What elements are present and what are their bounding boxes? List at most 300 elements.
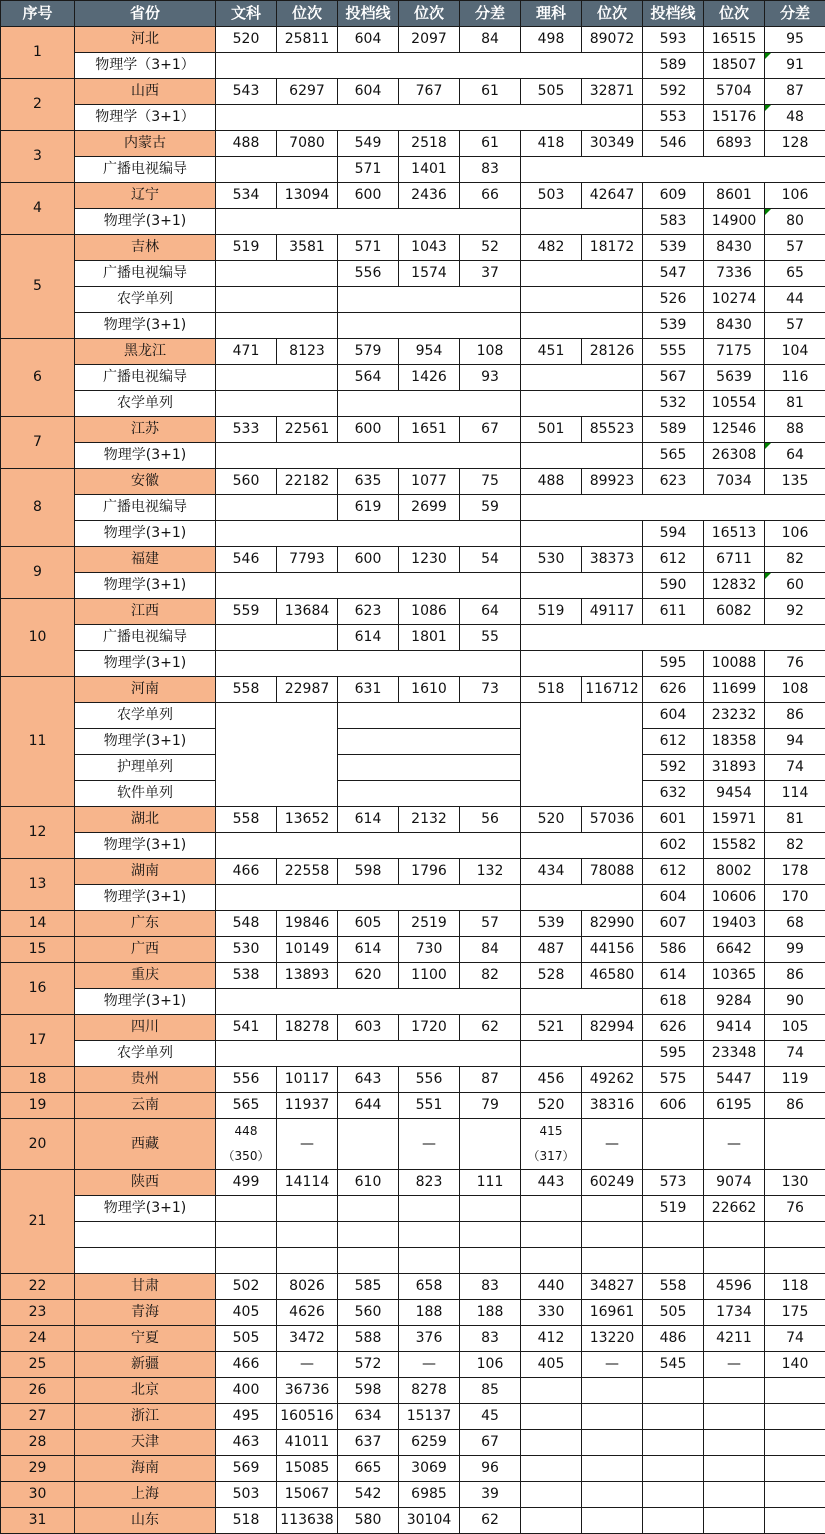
- empty-cell: [216, 651, 521, 677]
- score-cell: 605: [338, 911, 399, 937]
- score-cell: 556: [216, 1067, 277, 1093]
- score-cell: 6259: [399, 1430, 460, 1456]
- score-cell: 5704: [704, 79, 765, 105]
- score-cell: 637: [338, 1430, 399, 1456]
- score-cell: 114: [765, 781, 825, 807]
- score-cell: —: [704, 1119, 765, 1170]
- empty-cell: [338, 1222, 399, 1248]
- province-name: 河南: [75, 677, 216, 703]
- row-index: 3: [1, 131, 75, 183]
- row-index: 16: [1, 963, 75, 1015]
- row-index: 1: [1, 27, 75, 79]
- score-cell: 505: [521, 79, 582, 105]
- score-cell: 56: [460, 807, 521, 833]
- score-cell: 178: [765, 859, 825, 885]
- score-cell: 30104: [399, 1508, 460, 1534]
- score-cell: 6893: [704, 131, 765, 157]
- score-cell: 595: [643, 1041, 704, 1067]
- sub-row: [1, 625, 825, 651]
- score-cell: 52: [460, 235, 521, 261]
- sub-major: 农学单列: [75, 391, 216, 417]
- score-cell: 631: [338, 677, 399, 703]
- score-cell: [582, 1404, 643, 1430]
- score-cell: 8123: [277, 339, 338, 365]
- score-cell: 82: [765, 547, 825, 573]
- score-cell: 1043: [399, 235, 460, 261]
- score-cell: [521, 1119, 582, 1170]
- score-cell: 2518: [399, 131, 460, 157]
- score-cell: 75: [460, 469, 521, 495]
- score-cell: 583: [643, 209, 704, 235]
- column-header: 投档线: [643, 1, 704, 27]
- score-cell: [765, 1482, 825, 1508]
- score-cell: 140: [765, 1352, 825, 1378]
- score-cell: 22987: [277, 677, 338, 703]
- empty-cell: [216, 157, 338, 183]
- score-cell: —: [277, 1119, 338, 1170]
- score-cell: 534: [216, 183, 277, 209]
- sub-major: 物理学(3+1): [75, 729, 216, 755]
- score-cell: 520: [521, 1093, 582, 1119]
- score-cell: —: [582, 1352, 643, 1378]
- score-cell: 471: [216, 339, 277, 365]
- score-cell: 9284: [704, 989, 765, 1015]
- score-cell: 64: [765, 443, 825, 469]
- score-cell: 10088: [704, 651, 765, 677]
- score-cell: 619: [338, 495, 399, 521]
- score-cell: 1720: [399, 1015, 460, 1041]
- score-cell: [521, 1482, 582, 1508]
- score-cell: 643: [338, 1067, 399, 1093]
- score-cell: 632: [643, 781, 704, 807]
- score-cell: 560: [338, 1300, 399, 1326]
- score-cell: 92: [765, 599, 825, 625]
- score-cell: [643, 1378, 704, 1404]
- sub-row: [1, 781, 825, 807]
- score-cell: 18507: [704, 53, 765, 79]
- score-cell: 66: [460, 183, 521, 209]
- score-cell: 556: [399, 1067, 460, 1093]
- score-cell: [582, 1482, 643, 1508]
- province-row: [1, 911, 825, 937]
- score-cell: 658: [399, 1274, 460, 1300]
- score-cell: 89072: [582, 27, 643, 53]
- score-cell: 86: [765, 1093, 825, 1119]
- score-cell: 555: [643, 339, 704, 365]
- score-cell: 10365: [704, 963, 765, 989]
- score-cell: 609: [643, 183, 704, 209]
- empty-cell: [216, 261, 338, 287]
- score-cell: 612: [643, 859, 704, 885]
- column-header: 位次: [399, 1, 460, 27]
- sub-major: 农学单列: [75, 287, 216, 313]
- province-name: 广东: [75, 911, 216, 937]
- score-cell: [765, 1430, 825, 1456]
- province-row: [1, 599, 825, 625]
- score-cell: 95: [765, 27, 825, 53]
- sub-major: 农学单列: [75, 703, 216, 729]
- score-cell: 81: [765, 807, 825, 833]
- score-cell: 90: [765, 989, 825, 1015]
- score-cell: [765, 1119, 825, 1170]
- score-cell: 8430: [704, 313, 765, 339]
- score-cell: 614: [338, 937, 399, 963]
- score-cell: 626: [643, 1015, 704, 1041]
- score-cell: 99: [765, 937, 825, 963]
- score-cell: 37: [460, 261, 521, 287]
- score-cell: 495: [216, 1404, 277, 1430]
- empty-cell: [521, 495, 825, 521]
- score-cell: 8002: [704, 859, 765, 885]
- score-cell: 539: [521, 911, 582, 937]
- score-cell: 644: [338, 1093, 399, 1119]
- score-cell: 22662: [704, 1196, 765, 1222]
- province-name: 湖北: [75, 807, 216, 833]
- empty-cell: [643, 1248, 704, 1274]
- sub-row: [1, 651, 825, 677]
- score-cell: 13684: [277, 599, 338, 625]
- row-index: 9: [1, 547, 75, 599]
- score-cell: 595: [643, 651, 704, 677]
- empty-cell: [399, 1248, 460, 1274]
- empty-cell: [521, 833, 643, 859]
- score-cell: [643, 1404, 704, 1430]
- column-header: 位次: [277, 1, 338, 27]
- province-row: [1, 937, 825, 963]
- score-cell: [765, 1456, 825, 1482]
- score-cell: 49117: [582, 599, 643, 625]
- sub-row: [1, 443, 825, 469]
- province-row: [1, 27, 825, 53]
- sub-major: 物理学(3+1): [75, 989, 216, 1015]
- score-cell: 571: [338, 235, 399, 261]
- score-cell: 604: [338, 27, 399, 53]
- score-cell: 79: [460, 1093, 521, 1119]
- province-row: [1, 417, 825, 443]
- row-index: 14: [1, 911, 75, 937]
- score-cell: 623: [338, 599, 399, 625]
- score-cell: 60249: [582, 1170, 643, 1196]
- score-cell: 135: [765, 469, 825, 495]
- score-cell: 558: [216, 807, 277, 833]
- empty-cell: [521, 1222, 582, 1248]
- empty-cell: [521, 521, 643, 547]
- score-cell: 546: [216, 547, 277, 573]
- province-row: [1, 183, 825, 209]
- score-cell: 9074: [704, 1170, 765, 1196]
- score-cell: 10117: [277, 1067, 338, 1093]
- score-cell: 44: [765, 287, 825, 313]
- score-cell: 105: [765, 1015, 825, 1041]
- sub-major: 护理单列: [75, 755, 216, 781]
- score-cell: 73: [460, 677, 521, 703]
- empty-cell: [216, 287, 338, 313]
- score-cell: 6297: [277, 79, 338, 105]
- score-cell: 38373: [582, 547, 643, 573]
- province-name: 黑龙江: [75, 339, 216, 365]
- column-header: 省份: [75, 1, 216, 27]
- province-row: [1, 1482, 825, 1508]
- score-cell: 18358: [704, 729, 765, 755]
- score-cell: 443: [521, 1170, 582, 1196]
- score-cell: 12832: [704, 573, 765, 599]
- empty-cell: [216, 833, 521, 859]
- province-row: [1, 547, 825, 573]
- score-cell: 600: [338, 547, 399, 573]
- score-cell: 49262: [582, 1067, 643, 1093]
- province-name: 广西: [75, 937, 216, 963]
- score-cell: 2097: [399, 27, 460, 53]
- province-row: [1, 1378, 825, 1404]
- score-cell: 606: [643, 1093, 704, 1119]
- score-cell: 108: [765, 677, 825, 703]
- empty-cell: [460, 1196, 521, 1222]
- score-cell: [704, 1482, 765, 1508]
- sub-major: 广播电视编导: [75, 365, 216, 391]
- score-cell: 567: [643, 365, 704, 391]
- row-index: 17: [1, 1015, 75, 1067]
- score-cell: 530: [521, 547, 582, 573]
- score-cell: 83: [460, 1326, 521, 1352]
- score-cell: 614: [338, 625, 399, 651]
- score-cell: 589: [643, 53, 704, 79]
- score-cell: 6195: [704, 1093, 765, 1119]
- empty-cell: [216, 391, 338, 417]
- sub-row: [1, 365, 825, 391]
- column-header: 分差: [460, 1, 521, 27]
- score-cell: 22182: [277, 469, 338, 495]
- sub-row: [1, 703, 825, 729]
- province-name: 浙江: [75, 1404, 216, 1430]
- score-cell: 598: [338, 1378, 399, 1404]
- empty-cell: [521, 261, 643, 287]
- score-cell: —: [277, 1352, 338, 1378]
- score-cell: 6985: [399, 1482, 460, 1508]
- row-index: 28: [1, 1430, 75, 1456]
- score-cell: 601: [643, 807, 704, 833]
- score-cell: 7080: [277, 131, 338, 157]
- score-cell: 541: [216, 1015, 277, 1041]
- score-cell: 612: [643, 547, 704, 573]
- empty-cell: [521, 625, 825, 651]
- sub-major: 广播电视编导: [75, 625, 216, 651]
- score-cell: [643, 1482, 704, 1508]
- score-cell: 598: [338, 859, 399, 885]
- empty-cell: [216, 885, 521, 911]
- score-cell: 456: [521, 1067, 582, 1093]
- score-cell: 418: [521, 131, 582, 157]
- score-cell: 62: [460, 1508, 521, 1534]
- empty-cell: [277, 1196, 338, 1222]
- score-cell: 15971: [704, 807, 765, 833]
- row-index: 31: [1, 1508, 75, 1534]
- sub-row: [1, 287, 825, 313]
- score-cell: 61: [460, 79, 521, 105]
- column-header: 文科: [216, 1, 277, 27]
- score-cell: 113638: [277, 1508, 338, 1534]
- score-cell: 83: [460, 1274, 521, 1300]
- score-cell: 28126: [582, 339, 643, 365]
- score-cell: 1651: [399, 417, 460, 443]
- score-cell: 569: [216, 1456, 277, 1482]
- score-cell: 558: [643, 1274, 704, 1300]
- score-cell: [521, 1378, 582, 1404]
- score-cell: 501: [521, 417, 582, 443]
- score-cell: 10606: [704, 885, 765, 911]
- score-cell: 22558: [277, 859, 338, 885]
- score-cell: 74: [765, 1041, 825, 1067]
- empty-cell: [338, 755, 521, 781]
- score-cell: 519: [643, 1196, 704, 1222]
- row-index: 18: [1, 1067, 75, 1093]
- score-cell: 549: [338, 131, 399, 157]
- sub-major: 物理学(3+1): [75, 1196, 216, 1222]
- score-cell: [704, 1508, 765, 1534]
- score-cell: 5639: [704, 365, 765, 391]
- empty-cell: [521, 703, 643, 807]
- sub-major: 广播电视编导: [75, 261, 216, 287]
- empty-cell: [216, 989, 521, 1015]
- score-cell: 3069: [399, 1456, 460, 1482]
- score-cell: 118: [765, 1274, 825, 1300]
- empty-cell: [521, 989, 643, 1015]
- score-cell: 14900: [704, 209, 765, 235]
- sub-row: [1, 53, 825, 79]
- province-name: 西藏: [75, 1119, 216, 1170]
- score-cell: 7336: [704, 261, 765, 287]
- empty-cell: [521, 157, 825, 183]
- sub-row: [1, 209, 825, 235]
- empty-cell: [399, 1196, 460, 1222]
- score-cell: 520: [521, 807, 582, 833]
- row-index: 24: [1, 1326, 75, 1352]
- score-cell: 30349: [582, 131, 643, 157]
- empty-cell: [704, 1222, 765, 1248]
- province-row: [1, 1093, 825, 1119]
- score-cell: 665: [338, 1456, 399, 1482]
- score-cell: 518: [216, 1508, 277, 1534]
- province-name: 宁夏: [75, 1326, 216, 1352]
- score-cell: 116: [765, 365, 825, 391]
- score-cell: 539: [643, 313, 704, 339]
- sub-major: 物理学(3+1): [75, 833, 216, 859]
- header-row: [1, 1, 825, 27]
- sub-row: [1, 495, 825, 521]
- province-name: 河北: [75, 27, 216, 53]
- score-cell: 16513: [704, 521, 765, 547]
- empty-cell: [460, 1248, 521, 1274]
- score-cell: 13094: [277, 183, 338, 209]
- score-cell: 14114: [277, 1170, 338, 1196]
- score-cell: 635: [338, 469, 399, 495]
- score-cell: 82: [765, 833, 825, 859]
- score-cell: 15582: [704, 833, 765, 859]
- score-cell: 520: [216, 27, 277, 53]
- score-cell: 451: [521, 339, 582, 365]
- score-cell: 160516: [277, 1404, 338, 1430]
- sub-row: [1, 573, 825, 599]
- score-cell: 604: [643, 703, 704, 729]
- score-cell: [216, 1119, 277, 1170]
- score-cell: [582, 1508, 643, 1534]
- score-cell: 505: [643, 1300, 704, 1326]
- row-index: 4: [1, 183, 75, 235]
- score-cell: 8026: [277, 1274, 338, 1300]
- score-cell: 767: [399, 79, 460, 105]
- score-cell: 543: [216, 79, 277, 105]
- province-row: [1, 1326, 825, 1352]
- empty-cell: [521, 651, 643, 677]
- score-cell: 954: [399, 339, 460, 365]
- score-cell: 1574: [399, 261, 460, 287]
- score-cell: 607: [643, 911, 704, 937]
- province-row: [1, 1456, 825, 1482]
- score-cell: 62: [460, 1015, 521, 1041]
- score-cell: 7034: [704, 469, 765, 495]
- score-cell: 78088: [582, 859, 643, 885]
- province-row: [1, 677, 825, 703]
- score-cell: 8278: [399, 1378, 460, 1404]
- score-cell: 65: [765, 261, 825, 287]
- empty-cell: [277, 1222, 338, 1248]
- score-cell: 548: [216, 911, 277, 937]
- score-cell: 11937: [277, 1093, 338, 1119]
- province-name: 重庆: [75, 963, 216, 989]
- score-cell: 400: [216, 1378, 277, 1404]
- score-cell: 545: [643, 1352, 704, 1378]
- score-cell: [521, 1404, 582, 1430]
- sub-major: [75, 1222, 216, 1248]
- score-cell: [582, 1456, 643, 1482]
- row-index: 19: [1, 1093, 75, 1119]
- score-cell: 13893: [277, 963, 338, 989]
- empty-cell: [643, 1222, 704, 1248]
- sub-row: [1, 261, 825, 287]
- score-cell: 74: [765, 1326, 825, 1352]
- province-row: [1, 963, 825, 989]
- score-cell: [704, 1378, 765, 1404]
- row-index: 5: [1, 235, 75, 339]
- column-header: 投档线: [338, 1, 399, 27]
- score-cell: 565: [216, 1093, 277, 1119]
- score-cell: 503: [216, 1482, 277, 1508]
- score-cell: —: [399, 1119, 460, 1170]
- score-cell: 1801: [399, 625, 460, 651]
- row-index: 11: [1, 677, 75, 807]
- sub-major: [75, 1248, 216, 1274]
- score-cell: 26308: [704, 443, 765, 469]
- province-row: [1, 859, 825, 885]
- score-cell: 59: [460, 495, 521, 521]
- empty-cell: [765, 1248, 825, 1274]
- score-cell: 9414: [704, 1015, 765, 1041]
- row-index: 7: [1, 417, 75, 469]
- empty-cell: [521, 1196, 582, 1222]
- score-cell: 48: [765, 105, 825, 131]
- score-cell: 593: [643, 27, 704, 53]
- province-name: 上海: [75, 1482, 216, 1508]
- score-cell: 586: [643, 937, 704, 963]
- score-cell: 18172: [582, 235, 643, 261]
- empty-cell: [216, 105, 643, 131]
- province-row: [1, 1352, 825, 1378]
- sub-row: [1, 313, 825, 339]
- score-cell: 23232: [704, 703, 765, 729]
- score-cell: 376: [399, 1326, 460, 1352]
- row-index: 20: [1, 1119, 75, 1170]
- score-cell: 82990: [582, 911, 643, 937]
- empty-cell: [338, 781, 521, 807]
